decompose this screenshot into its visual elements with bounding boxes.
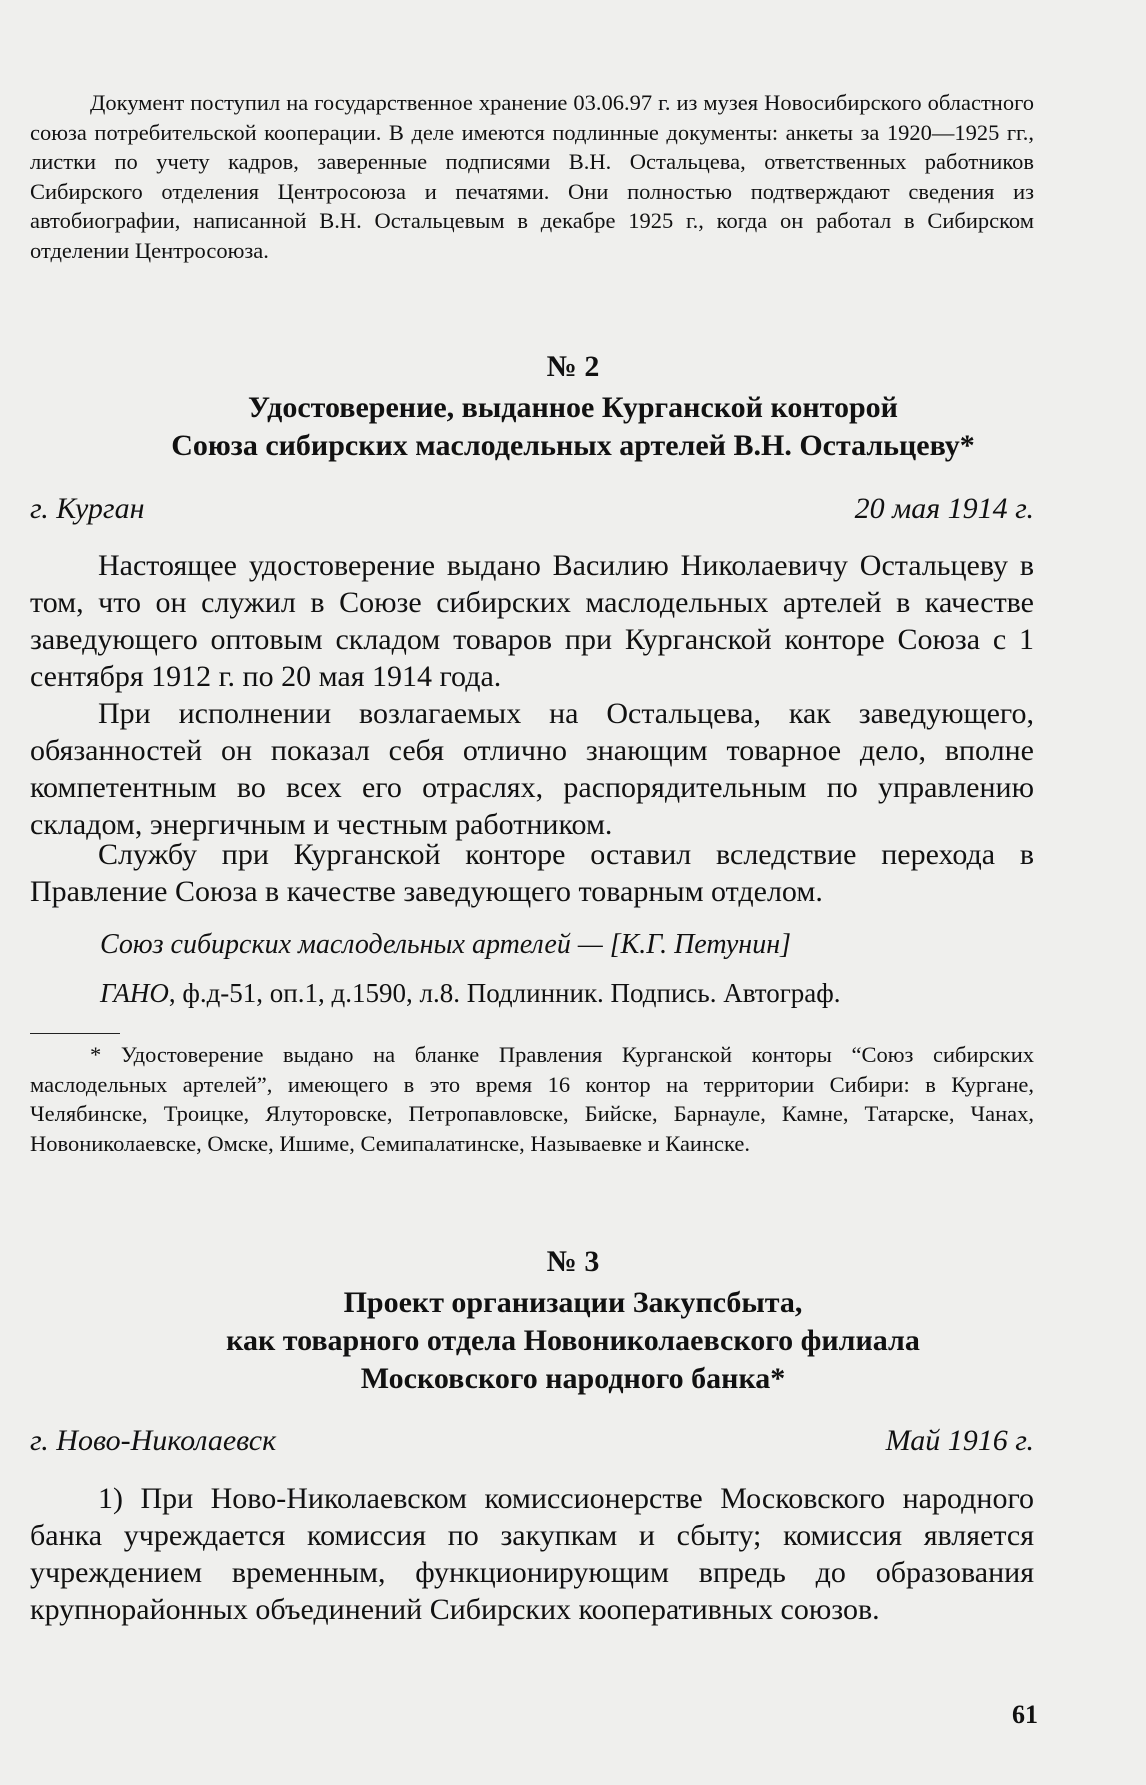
doc2-paragraph-2: При исполнении возлагаемых на Остальцева, как заведующего, обязанностей он показал себя отлично знающим товарное дело, вполне компетентным во всех его отраслях, распорядительным по управлению складом, энергичным и честным работником. (30, 697, 1034, 841)
doc3-number: № 3 (546, 1245, 600, 1278)
doc3-title-line2: как товарного отдела Новониколаевского филиала (226, 1324, 920, 1357)
doc3-date: Май 1916 г. (885, 1424, 1034, 1457)
footnote-divider (30, 1033, 120, 1034)
doc3-paragraph-1: 1) При Ново-Николаевском комиссионерстве Московского народного банка учреждается комиссия по закупкам и сбыту; комиссия является учреждением временным, функционирующим впредь до образования крупнорайонных объединений Сибирских кооперативных союзов. (30, 1482, 1034, 1626)
doc2-place-date (30, 492, 1034, 526)
doc2-signature: Союз сибирских маслодельных артелей — [К.Г. Петунин] (100, 929, 791, 960)
doc2-title (0, 389, 1146, 465)
doc2-number: № 2 (546, 350, 600, 383)
doc2-title-line2: Союза сибирских маслодельных артелей В.Н. Остальцеву* (171, 429, 975, 462)
intro-note: Документ поступил на государственное хранение 03.06.97 г. из музея Новосибирского областного союза потребительской кооперации. В деле имеются подлинные документы: анкеты за 1920—1925 гг., листки по учету кадров, заверенные подписями В.Н. Остальцева, ответственных работников Сибирского отделения Центросоюза и печатями. Они полностью подтверждают сведения из автобиографии, написанной В.Н. Остальцевым в декабре 1925 г., когда он работал в Сибирском отделении Центросоюза. (30, 90, 1034, 263)
doc2-paragraph-1: Настоящее удостоверение выдано Василию Николаевичу Остальцеву в том, что он служил в Союзе сибирских маслодельных артелей в качестве заведующего оптовым складом товаров при Курганской конторе Союза с 1 сентября 1912 г. по 20 мая 1914 года. (30, 549, 1034, 693)
doc2-date: 20 мая 1914 г. (854, 492, 1034, 525)
archive-details: , ф.д-51, оп.1, д.1590, л.8. Подлинник. Подпись. Автограф. (168, 978, 841, 1008)
page-number: 61 (1012, 1700, 1038, 1729)
doc2-footnote: * Удостоверение выдано на бланке Правления Курганской конторы “Союз сибирских маслодельных артелей”, имеющего в это время 16 контор на территории Сибири: в Кургане, Челябинске, Троицке, Ялуторовске, Петропавловске, Бийске, Барнауле, Камне, Татарске, Чанах, Новониколаевске, Омске, Ишиме, Семипалатинске, Называевке и Каинске. (30, 1042, 1034, 1156)
archive-abbrev: ГАНО (100, 978, 169, 1008)
doc3-title-line1: Проект организации Закупсбыта, (343, 1286, 803, 1319)
doc2-paragraph-3: Службу при Курганской конторе оставил вследствие перехода в Правление Союза в качестве заведующего товарным отделом. (30, 838, 1034, 908)
doc3-place: г. Ново-Николаевск (30, 1424, 277, 1457)
doc2-title-line1: Удостоверение, выданное Курганской конторой (248, 391, 898, 424)
doc3-place-date (30, 1424, 1034, 1458)
doc3-title-line3: Московского народного банка* (360, 1362, 786, 1395)
doc2-archive-reference (100, 978, 841, 1009)
doc3-title (0, 1284, 1146, 1398)
doc2-place: г. Курган (30, 492, 145, 525)
